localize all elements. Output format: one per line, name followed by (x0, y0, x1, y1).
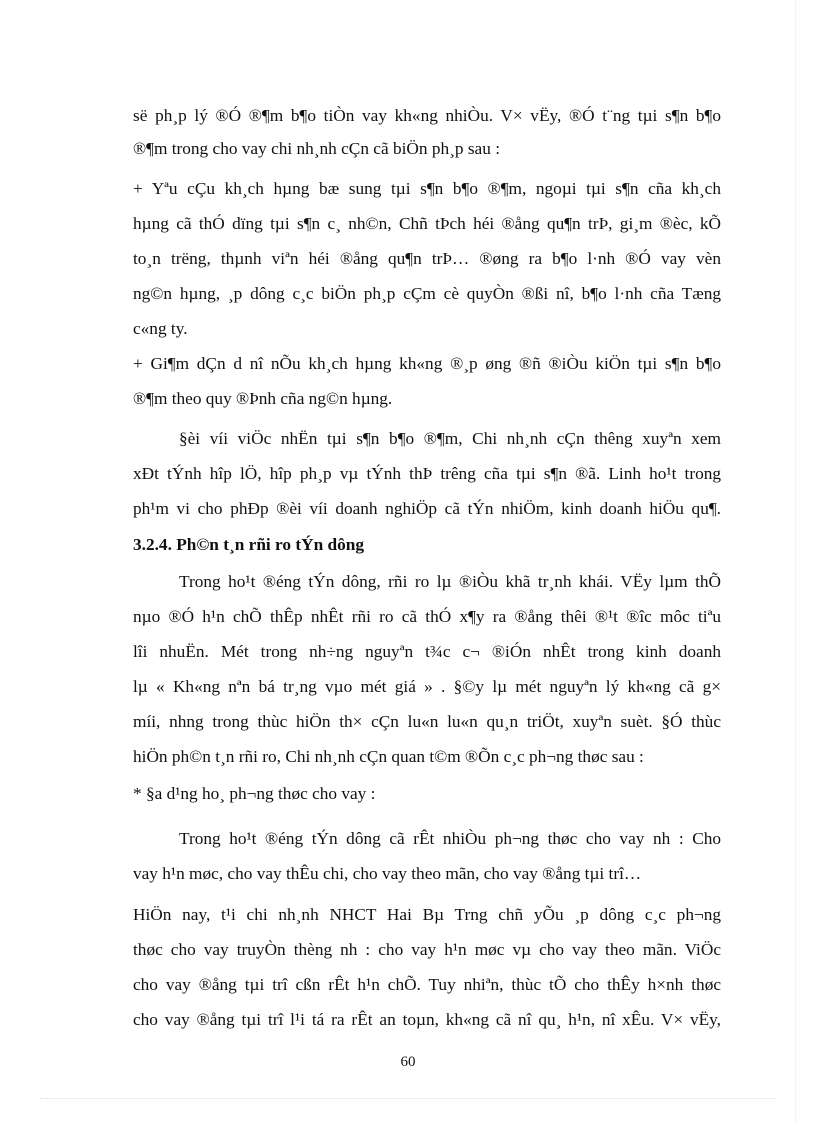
page-edge-divider (795, 0, 796, 1123)
text-line: cho vay ®ång tµi trî cßn rÊt h¹n chÕ. Tuy nhiªn, thùc tÕ cho thÊy h×nh thøc (133, 975, 721, 994)
text-line: thøc cho vay truyÒn thèng nh : cho vay h¹n møc vµ cho vay theo mãn. ViÖc (133, 940, 721, 959)
text-line: hiÖn ph©n t¸n rñi ro, Chi nh¸nh cÇn quan t©m ®Õn c¸c ph¬ng thøc sau : (133, 747, 644, 766)
text-line: + Yªu cÇu kh¸ch hµng bæ sung tµi s¶n b¶o ®¶m, ngoµi tµi s¶n cña kh¸ch (133, 179, 721, 198)
text-line: míi, nhng trong thùc hiÖn th× cÇn lu«n lu«n qu¸n triÖt, xuyªn suèt. §Ó thùc (133, 712, 721, 731)
text-line: xÐt tÝnh hîp lÖ, hîp ph¸p vµ tÝnh thÞ trêng cña tµi s¶n ®ã. Linh ho¹t trong (133, 464, 721, 483)
text-line: * §a d¹ng ho¸ ph¬ng thøc cho vay : (133, 784, 376, 803)
text-line: ®¶m trong cho vay chi nh¸nh cÇn cã biÖn ph¸p sau : (133, 139, 500, 158)
page-number: 60 (400, 1054, 416, 1070)
text-line: §èi víi viÖc nhËn tµi s¶n b¶o ®¶m, Chi nh¸nh cÇn thêng xuyªn xem (179, 429, 721, 448)
text-line: ph¹m vi cho phÐp ®èi víi doanh nghiÖp cã tÝn nhiÖm, kinh doanh hiÖu qu¶. (133, 499, 721, 518)
text-line: vay h¹n møc, cho vay thÊu chi, cho vay theo mãn, cho vay ®ång tµi trî… (133, 864, 642, 883)
text-line: lîi nhuËn. Mét trong nh÷ng nguyªn t¾c c¬ ®iÓn nhÊt trong kinh doanh (133, 642, 721, 661)
page-footer-divider (40, 1098, 776, 1099)
text-line: HiÖn nay, t¹i chi nh¸nh NHCT Hai Bµ Trng chñ yÕu ¸p dông c¸c ph¬ng (133, 905, 721, 924)
text-line: nµo ®Ó h¹n chÕ thÊp nhÊt rñi ro cã thÓ x¶y ra ®ång thêi ®¹t ®îc môc tiªu (133, 607, 721, 626)
text-line: hµng cã thÓ dïng tµi s¶n c¸ nh©n, Chñ tÞch héi ®ång qu¶n trÞ, gi¸m ®èc, kÕ (133, 214, 721, 233)
text-line: Trong ho¹t ®éng tÝn dông cã rÊt nhiÒu ph¬ng thøc cho vay nh : Cho (179, 829, 721, 848)
section-heading: 3.2.4. Ph©n t¸n rñi ro tÝn dông (133, 535, 365, 554)
text-line: cho vay ®ång tµi trî l¹i tá ra rÊt an toµn, kh«ng cã nî qu¸ h¹n, nî xÊu. V× vËy, (133, 1010, 721, 1029)
text-line: së ph¸p lý ®Ó ®¶m b¶o tiÒn vay kh«ng nhiÒu. V× vËy, ®Ó t¨ng tµi s¶n b¶o (133, 106, 721, 125)
text-line: c«ng ty. (133, 319, 188, 338)
text-line: + Gi¶m dÇn d nî nÕu kh¸ch hµng kh«ng ®¸p øng ®ñ ®iÒu kiÖn tµi s¶n b¶o (133, 354, 721, 373)
text-line: lµ « Kh«ng nªn bá tr¸ng vµo mét giá » . §©y lµ mét nguyªn lý kh«ng cã g× (133, 677, 721, 696)
text-line: ®¶m theo quy ®Þnh cña ng©n hµng. (133, 389, 393, 408)
text-line: ng©n hµng, ¸p dông c¸c biÖn ph¸p cÇm cè quyÒn ®ßi nî, b¶o l·nh cña Tæng (133, 284, 721, 303)
text-line: to¸n trëng, thµnh viªn héi ®ång qu¶n trÞ… ®øng ra b¶o l·nh ®Ó vay vèn (133, 249, 721, 268)
text-line: Trong ho¹t ®éng tÝn dông, rñi ro lµ ®iÒu khã tr¸nh khái. VËy lµm thÕ (179, 572, 721, 591)
